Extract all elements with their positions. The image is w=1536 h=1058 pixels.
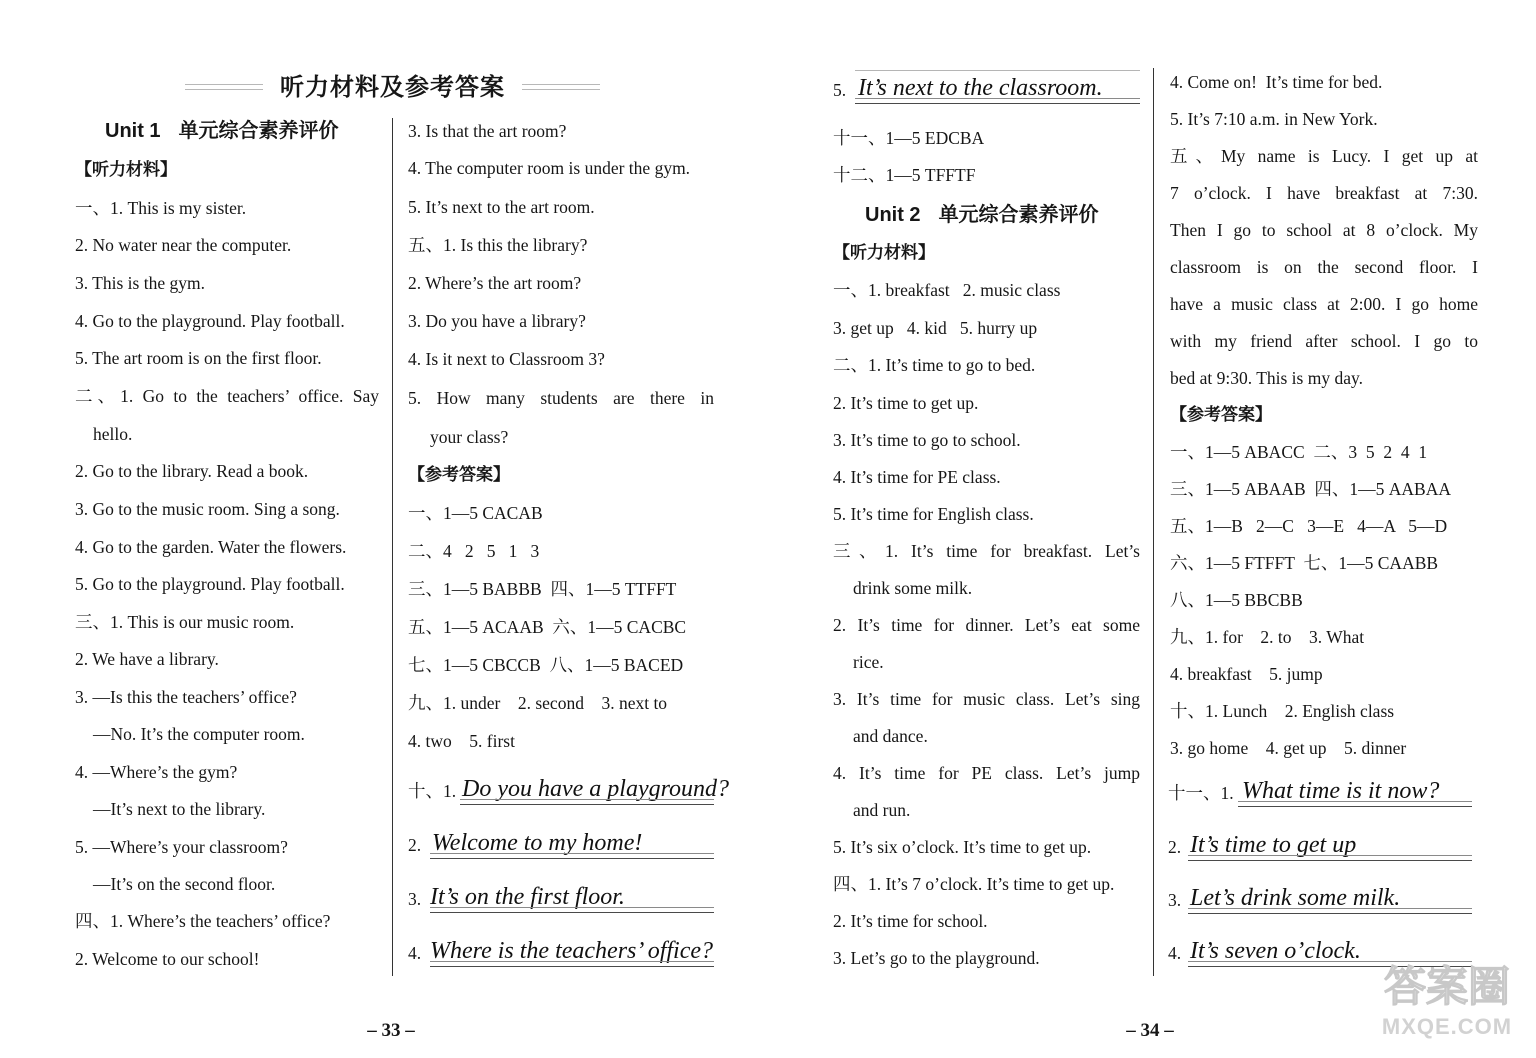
listening-line: 五、1. Is this the library? [408,235,588,255]
answer-line: 一、1—5 CACAB [408,503,543,523]
listening-line: 3. It’s time for music class. Let’s sing [833,689,1140,709]
listening-line: 3. —Is this the teachers’ office? [75,687,297,707]
handwritten-prefix: 2. [408,835,422,855]
listening-line: 5. Go to the playground. Play football. [75,574,345,594]
listening-line: with my friend after school. I go to [1170,331,1478,351]
handwritten-prefix: 3. [1168,890,1182,910]
answer-line: 五、1—5 ACAAB 六、1—5 CACBC [408,617,687,637]
listening-line: 2. We have a library. [75,649,219,669]
unit-title: 单元综合素养评价 [938,204,1099,226]
listening-line: 四、1. Where’s the teachers’ office? [75,911,331,931]
writing-line [430,907,714,913]
handwritten-prefix: 十一、1. [1168,783,1234,803]
listening-line: 3. Go to the music room. Sing a song. [75,499,340,519]
listening-line: 2. Where’s the art room? [408,273,582,293]
unit-heading [105,119,339,143]
listening-line: 4. Go to the playground. Play football. [75,311,345,331]
answer-line: 八、1—5 BBCBB [1170,590,1303,610]
answer-line: 六、1—5 FTFFT 七、1—5 CAABB [1170,553,1439,573]
answers-label: 【参考答案】 [408,465,510,484]
handwritten-answer: It’s seven o’clock. [1190,938,1361,964]
listening-line: 一、1. breakfast 2. music class [833,280,1061,300]
page-title: 听力材料及参考答案 [280,74,505,101]
listening-line: drink some milk. [853,578,973,598]
handwritten-prefix: 5. [833,80,847,100]
answer-line: 九、1. for 2. to 3. What [1170,627,1365,647]
unit-label: Unit 2 [865,204,921,226]
answer-line: 十二、1—5 TFFTF [833,165,976,185]
handwritten-answer: It’s next to the classroom. [858,75,1103,101]
answer-line: 3. go home 4. get up 5. dinner [1170,738,1407,758]
listening-line: 4. It’s time for PE class. [833,467,1001,487]
listening-line: Then I go to school at 8 o’clock. My [1170,220,1478,240]
answer-line: 4. breakfast 5. jump [1170,664,1323,684]
listening-line: 一、1. This is my sister. [75,198,247,218]
listening-line: 2. Go to the library. Read a book. [75,461,309,481]
answer-line: 三、1—5 ABAAB 四、1—5 AABAA [1170,479,1451,499]
handwritten-prefix: 十、1. [408,781,457,801]
writing-line [430,961,714,967]
handwritten-answer: Do you have a playground? [462,776,730,802]
answer-line: 九、1. under 2. second 3. next to [408,693,668,713]
handwritten-answer: It’s time to get up [1190,832,1357,858]
listening-line: 3. Do you have a library? [408,311,586,331]
handwritten-prefix: 3. [408,889,422,909]
listening-line: —It’s next to the library. [93,799,266,819]
answer-line: 二、4 2 5 1 3 [408,541,540,561]
answer-line: 七、1—5 CBCCB 八、1—5 BACED [408,655,684,675]
listening-line: 3. get up 4. kid 5. hurry up [833,318,1038,338]
writing-line [430,853,714,859]
page-number: – 33 – [367,1020,415,1041]
answer-line: 五、1—B 2—C 3—E 4—A 5—D [1170,516,1448,536]
listening-line: 二、1. Go to the teachers’ office. Say [75,386,379,406]
listening-line: —No. It’s the computer room. [93,724,305,744]
listening-line: 5. It’s next to the art room. [408,197,595,217]
column-divider [1153,68,1154,976]
listening-line: 4. Is it next to Classroom 3? [408,349,605,369]
listening-line: 7 o’clock. I have breakfast at 7:30. [1170,183,1478,203]
listening-line: rice. [853,652,884,672]
listening-line: 5. It’s time for English class. [833,504,1034,524]
listening-line: 2. It’s time for school. [833,911,988,931]
listening-line: 2. Welcome to our school! [75,949,260,969]
listening-line: 4. It’s time for PE class. Let’s jump [833,763,1140,783]
unit-heading [865,203,1099,227]
answer-line: 一、1—5 ABACC 二、3 5 2 4 1 [1170,442,1428,462]
watermark [1362,960,1532,1055]
listening-line: have a music class at 2:00. I go home [1170,294,1478,314]
writing-line [1238,801,1472,807]
writing-line [855,98,1140,104]
listening-line: 4. The computer room is under the gym. [408,158,691,178]
listening-line: 4. Come on! It’s time for bed. [1170,72,1383,92]
listening-line: hello. [93,424,133,444]
listening-line: 四、1. It’s 7 o’clock. It’s time to get up. [833,874,1115,894]
listening-line: 二、1. It’s time to go to bed. [833,355,1036,375]
listening-line: 4. —Where’s the gym? [75,762,238,782]
answer-line: 十一、1—5 EDCBA [833,128,985,148]
listening-line: 2. No water near the computer. [75,235,292,255]
listening-line: 3. This is the gym. [75,273,205,293]
listening-line: 5. It’s six o’clock. It’s time to get up. [833,837,1092,857]
handwritten-answer: What time is it now? [1242,778,1440,804]
writing-line [1188,908,1472,914]
handwritten-answer: Where is the teachers’ office? [430,938,714,964]
watermark-url: MXQE.COM [1381,1014,1513,1039]
listening-line: and run. [853,800,911,820]
unit-label: Unit 1 [105,120,161,142]
listening-line: 三、1. It’s time for breakfast. Let’s [833,541,1140,561]
page-number: – 34 – [1126,1020,1174,1041]
answer-line: 三、1—5 BABBB 四、1—5 TTFFT [408,579,677,599]
listening-line: 5. It’s 7:10 a.m. in New York. [1170,109,1378,129]
listening-line: 3. Let’s go to the playground. [833,948,1040,968]
listening-line: 2. It’s time for dinner. Let’s eat some [833,615,1140,635]
handwritten-answer: Let’s drink some milk. [1190,885,1401,911]
listening-line: your class? [430,427,509,447]
title-rule-right [522,84,600,90]
handwritten-prefix: 2. [1168,837,1182,857]
listening-line: —It’s on the second floor. [93,874,276,894]
listening-line: 三、1. This is our music room. [75,612,295,632]
listening-line: 2. It’s time to get up. [833,393,979,413]
handwritten-answer: It’s on the first floor. [430,884,625,910]
listening-line: 5. The art room is on the first floor. [75,348,322,368]
answer-line: 十、1. Lunch 2. English class [1170,701,1395,721]
writing-line-top [855,70,1140,71]
writing-line [1188,855,1472,861]
listening-line: classroom is on the second floor. I [1170,257,1478,277]
writing-line [460,799,714,805]
watermark-text: 答案圈 [1383,962,1510,1011]
listening-line: 五、My name is Lucy. I get up at [1170,146,1478,166]
listening-line: 5. How many students are there in [408,388,714,408]
listening-line: 3. Is that the art room? [408,121,567,141]
handwritten-answer: Welcome to my home! [432,830,643,856]
answers-label: 【参考答案】 [1170,405,1272,424]
listening-label: 【听力材料】 [833,243,935,262]
listening-label: 【听力材料】 [75,160,177,179]
listening-line: 5. —Where’s your classroom? [75,837,288,857]
title-rule-left [185,84,263,90]
handwritten-prefix: 4. [1168,943,1182,963]
answer-line: 4. two 5. first [408,731,515,751]
column-divider [392,118,393,976]
listening-line: bed at 9:30. This is my day. [1170,368,1363,388]
listening-line: 3. It’s time to go to school. [833,430,1021,450]
listening-line: 4. Go to the garden. Water the flowers. [75,537,347,557]
listening-line: and dance. [853,726,928,746]
unit-title: 单元综合素养评价 [178,120,339,142]
handwritten-prefix: 4. [408,943,422,963]
